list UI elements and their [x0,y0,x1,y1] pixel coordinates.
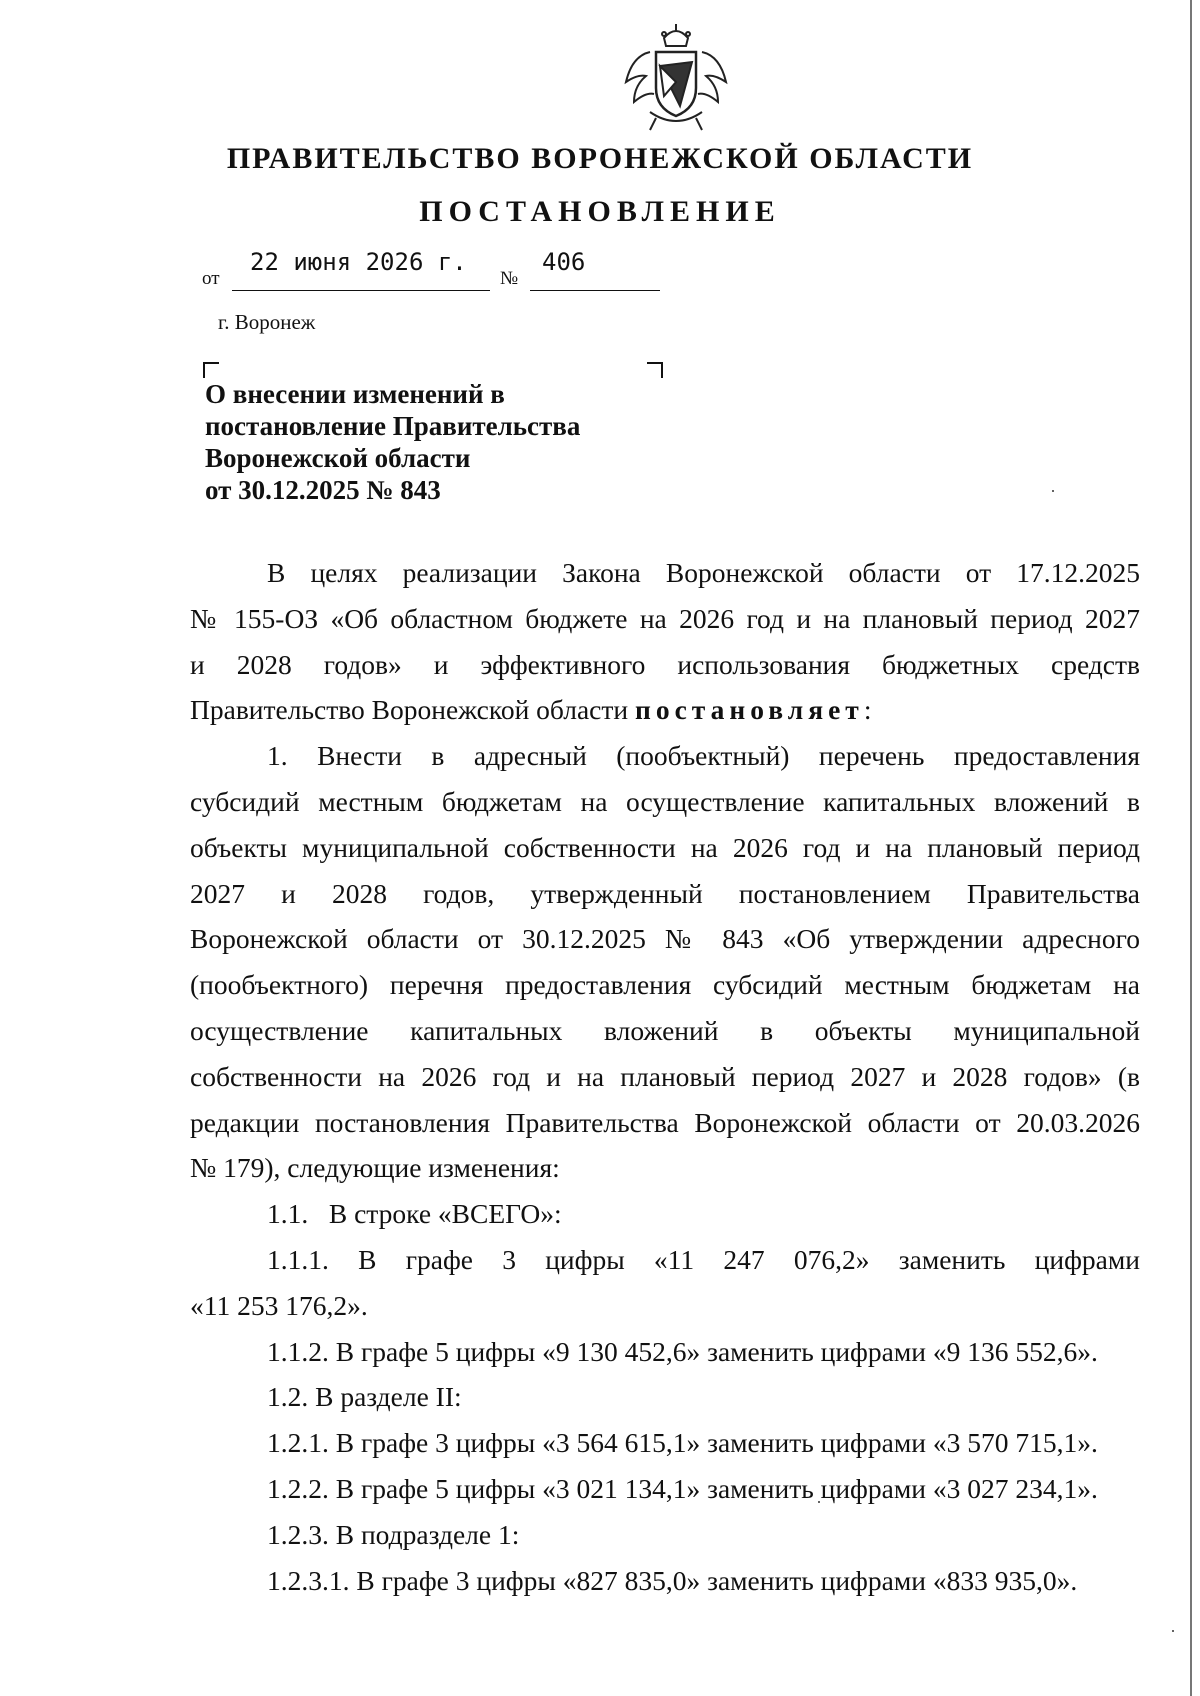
decree-word: постановляет [634,694,864,726]
subitem-1-2-3: 1.2.3. В подразделе 1: [267,1518,520,1550]
number-underline [530,290,660,291]
document-subject [205,378,665,506]
subitem-1-1-1: 1.1.1. В графе 3 цифры «11 247 076,2» заменить цифрами [267,1243,1140,1275]
city-name: г. Воронеж [218,310,316,334]
page-edge-line [1190,0,1192,1696]
scan-speck [1172,1630,1174,1632]
preamble-line: В целях реализации Закона Воронежской области от 17.12.2025 [267,557,1140,588]
item-1-line: субсидий местным бюджетам на осуществление капитальных вложений в [190,785,1140,817]
item-1-line: № 179), следующие изменения: [190,1152,560,1184]
document-number: 406 [542,248,586,276]
subitem-1-2-2: 1.2.2. В графе 5 цифры «3 021 134,1» заменить цифрами «3 027 234,1». [267,1472,1098,1504]
subitem-1-1-2: 1.1.2. В графе 5 цифры «9 130 452,6» заменить цифрами «9 136 552,6». [267,1335,1098,1367]
preamble-subject: Правительство Воронежской области [190,694,635,726]
subject-bracket-right [647,362,663,378]
coat-of-arms-emblem [620,22,732,134]
item-1-line: редакции постановления Правительства Воронежской области от 20.03.2026 [190,1106,1140,1138]
item-1-line: (пообъектного) перечня предоставления субсидий местным бюджетам на [190,969,1140,1001]
subject-line: Воронежской области [205,443,471,473]
item-1-line: 2027 и 2028 годов, утвержденный постановлением Правительства [190,877,1140,909]
item-1-line: осуществление капитальных вложений в объекты муниципальной [190,1014,1140,1046]
preamble-colon: : [863,694,872,726]
organization-title: ПРАВИТЕЛЬСТВО ВОРОНЕЖСКОЙ ОБЛАСТИ [226,142,974,175]
item-1-line: 1. Внести в адресный (пообъектный) перечень предоставления [267,740,1140,772]
item-1-line: Воронежской области от 30.12.2025 № 843 «Об утверждении адресного [190,923,1140,955]
subitem-1-2: 1.2. В разделе II: [267,1381,462,1413]
date-label: от [202,268,220,289]
item-1-line: собственности на 2026 год и на плановый период 2027 и 2028 годов» (в [190,1060,1140,1092]
subitem-1-2-3-1: 1.2.3.1. В графе 3 цифры «827 835,0» заменить цифрами «833 935,0». [267,1564,1078,1596]
number-label: № [500,268,519,289]
preamble-line: и 2028 годов» и эффективного использования бюджетных средств [190,648,1140,680]
subitem-1-1-1-continued: «11 253 176,2». [190,1289,368,1321]
document-type-title: ПОСТАНОВЛЕНИЕ [419,195,781,228]
scan-speck [1052,490,1054,492]
date-underline [232,290,490,291]
subitem-1-2-1: 1.2.1. В графе 3 цифры «3 564 615,1» заменить цифрами «3 570 715,1». [267,1427,1098,1459]
subitem-1-1: 1.1. В строке «ВСЕГО»: [267,1198,562,1230]
item-1-line: объекты муниципальной собственности на 2026 год и на плановый период [190,831,1140,863]
document-body [190,550,1140,1603]
subject-line: постановление Правительства [205,411,581,441]
document-requisites [202,248,682,288]
document-date: 22 июня 2026 г. [250,248,467,276]
preamble-last-line [190,687,1140,733]
preamble-line: № 155-ОЗ «Об областном бюджете на 2026 год и на плановый период 2027 [190,602,1140,634]
subject-bracket-left [203,362,219,378]
subject-line: от 30.12.2025 № 843 [205,475,441,505]
subject-line: О внесении изменений в [205,379,505,409]
